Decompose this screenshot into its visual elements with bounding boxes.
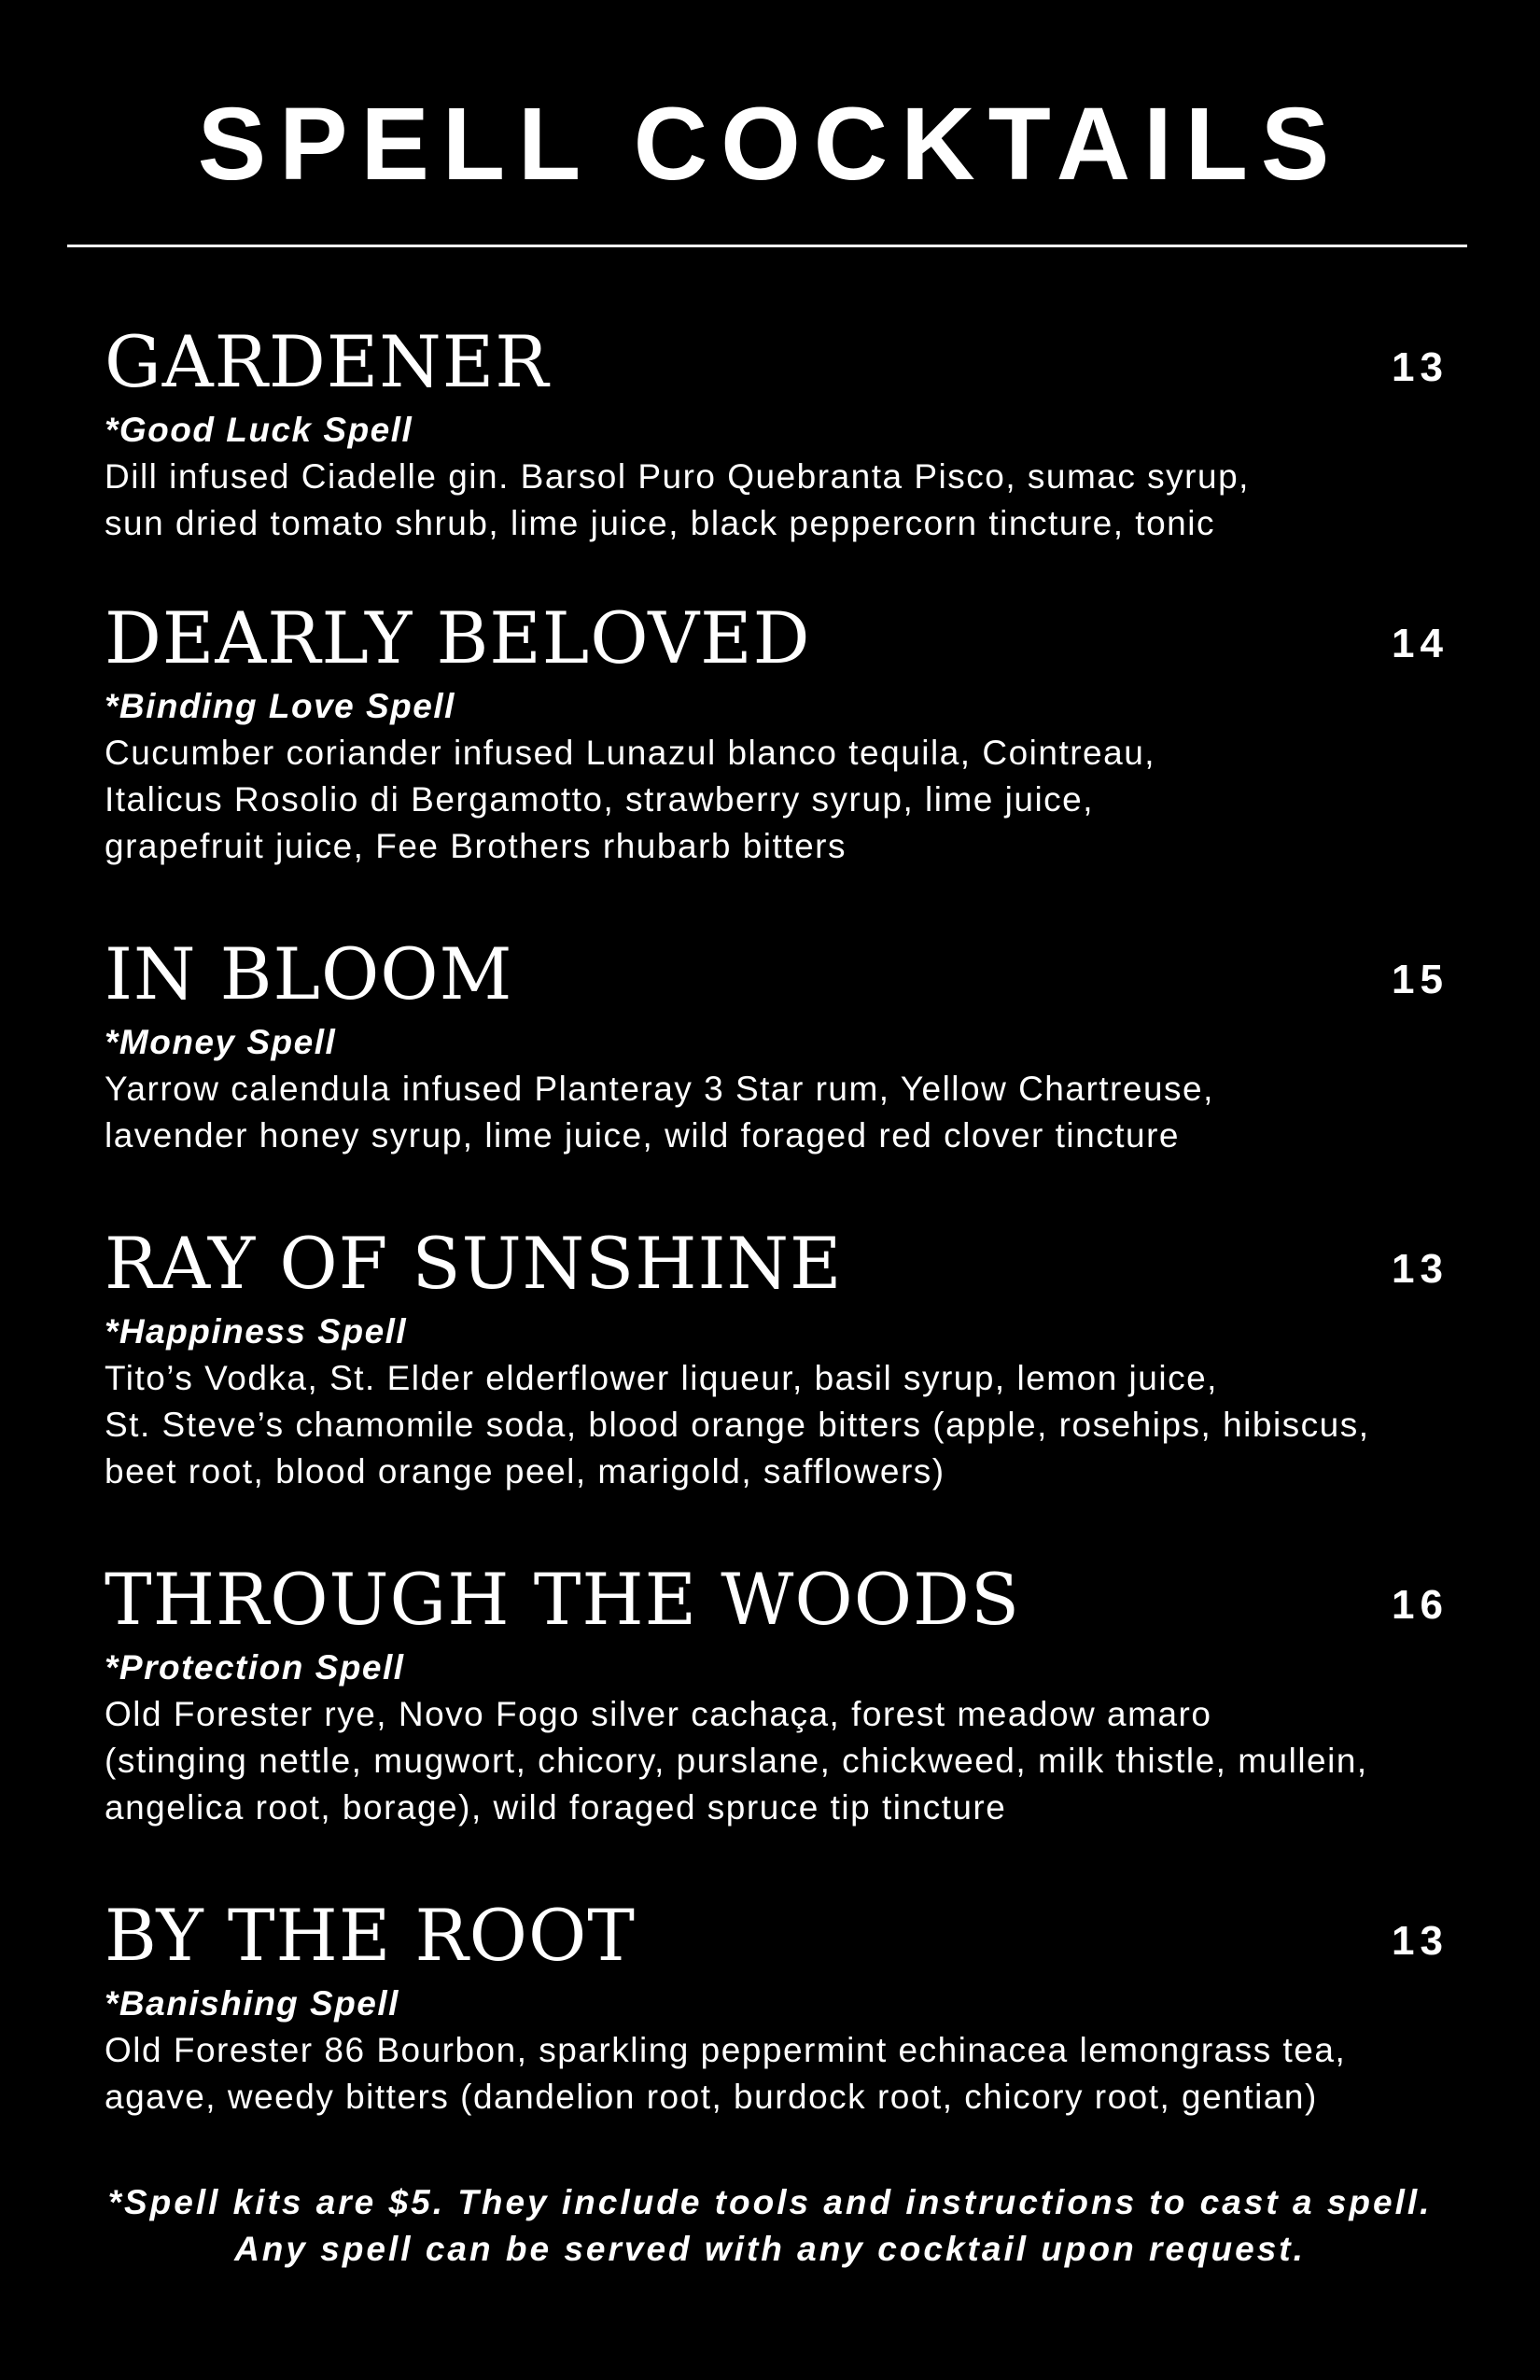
item-name: DEARLY BELOVED [105, 596, 811, 679]
spell-kits-footnote [0, 2179, 1540, 2273]
footnote-line: *Spell kits are $5. They include tools and instructions to cast a spell. [107, 2183, 1433, 2221]
description-line: Italicus Rosolio di Bergamotto, strawberry syrup, lime juice, [105, 780, 1095, 819]
description-line: Old Forester 86 Bourbon, sparkling peppermint echinacea lemongrass tea, [105, 2031, 1347, 2069]
item-name: BY THE ROOT [105, 1894, 636, 1977]
item-price: 13 [1392, 1246, 1449, 1292]
menu-item-ray-of-sunshine [105, 1219, 1449, 1495]
menu-item-through-the-woods [105, 1555, 1449, 1831]
item-description [105, 1066, 1449, 1159]
menu-item-dearly-beloved [105, 594, 1449, 870]
description-line: Tito’s Vodka, St. Elder elderflower liqueur, basil syrup, lemon juice, [105, 1359, 1218, 1397]
item-spell: *Protection Spell [105, 1648, 405, 1687]
item-spell: *Good Luck Spell [105, 411, 413, 449]
item-name: IN BLOOM [105, 932, 513, 1015]
description-line: (stinging nettle, mugwort, chicory, purslane, chickweed, milk thistle, mullein, [105, 1742, 1368, 1780]
item-spell: *Money Spell [105, 1023, 337, 1061]
description-line: St. Steve’s chamomile soda, blood orange bitters (apple, rosehips, hibiscus, [105, 1406, 1370, 1444]
description-line: grapefruit juice, Fee Brothers rhubarb bitters [105, 827, 847, 865]
item-name: GARDENER [105, 320, 550, 403]
footnote-line: Any spell can be served with any cocktail upon request. [234, 2230, 1306, 2268]
item-name: RAY OF SUNSHINE [105, 1222, 843, 1305]
description-line: Cucumber coriander infused Lunazul blanco tequila, Cointreau, [105, 734, 1156, 772]
item-price: 14 [1392, 621, 1449, 666]
description-line: Yarrow calendula infused Planteray 3 Star rum, Yellow Chartreuse, [105, 1070, 1214, 1108]
menu-title: SPELL COCKTAILS [197, 87, 1343, 202]
item-spell: *Binding Love Spell [105, 687, 455, 725]
item-description [105, 1355, 1449, 1495]
item-price: 15 [1392, 957, 1449, 1002]
item-description [105, 1691, 1449, 1831]
description-line: Old Forester rye, Novo Fogo silver cachaça, forest meadow amaro [105, 1695, 1212, 1733]
item-description [105, 454, 1449, 547]
item-description [105, 2027, 1449, 2121]
description-line: lavender honey syrup, lime juice, wild foraged red clover tincture [105, 1116, 1180, 1155]
item-spell: *Banishing Spell [105, 1984, 399, 2023]
description-line: angelica root, borage), wild foraged spruce tip tincture [105, 1788, 1007, 1827]
item-price: 13 [1392, 344, 1449, 390]
item-name: THROUGH THE WOODS [105, 1558, 1021, 1641]
description-line: agave, weedy bitters (dandelion root, burdock root, chicory root, gentian) [105, 2078, 1318, 2116]
description-line: Dill infused Ciadelle gin. Barsol Puro Quebranta Pisco, sumac syrup, [105, 457, 1250, 496]
description-line: beet root, blood orange peel, marigold, safflowers) [105, 1452, 945, 1491]
item-description [105, 730, 1449, 870]
item-price: 13 [1392, 1918, 1449, 1964]
description-line: sun dried tomato shrub, lime juice, black peppercorn tincture, tonic [105, 504, 1215, 542]
menu-item-gardener [105, 317, 1449, 547]
item-price: 16 [1392, 1582, 1449, 1628]
title-divider [67, 245, 1467, 247]
menu-item-by-the-root [105, 1891, 1449, 2121]
menu-item-in-bloom [105, 930, 1449, 1159]
item-spell: *Happiness Spell [105, 1312, 408, 1351]
